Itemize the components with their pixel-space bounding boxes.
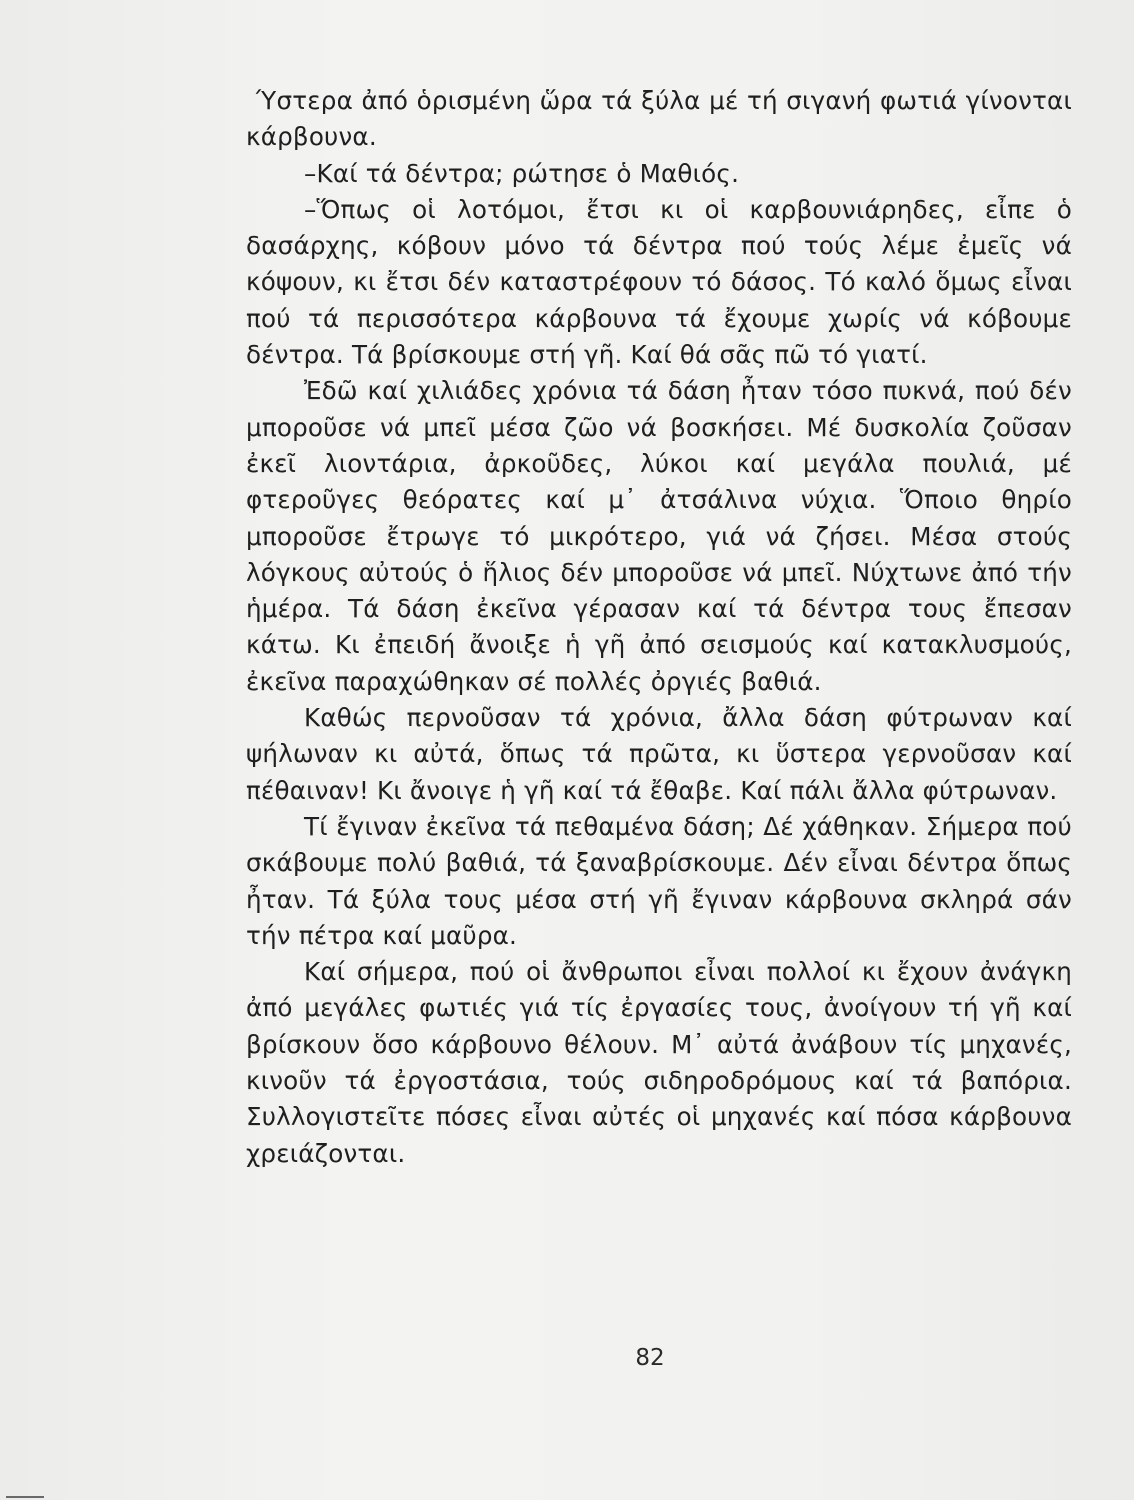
paragraph-7: Καί σήμερα, πού οἱ ἄνθρωποι εἶναι πολλοί κι ἔχουν ἀνάγκη ἀπό μεγάλες φωτιές γιά τίς ἐργασίες τους, ἀνοίγουν τή γῆ καί βρίσκουν ὅσο κάρβουνο θέλουν. Μ᾿ αὐτά ἀνάβουν τίς μηχανές, κινοῦν τά ἐργοστάσια, τούς σιδηροδρόμους καί τά βαπόρια. Συλλογιστεῖτε πόσες εἶναι αὐτές οἱ μηχανές καί πόσα κάρβουνα χρειάζονται. xyxy=(246,957,1072,1168)
body-text xyxy=(246,83,1072,1172)
paragraph-3: –Ὅπως οἱ λοτόμοι, ἔτσι κι οἱ καρβουνιάρηδες, εἶπε ὁ δασάρχης, κόβουν μόνο τά δέντρα πού τούς λέμε ἐμεῖς νά κόψουν, κι ἔτσι δέν καταστρέφουν τό δάσος. Τό καλό ὅμως εἶναι πού τά περισσότερα κάρβουνα τά ἔχουμε χωρίς νά κόβουμε δέντρα. Τά βρίσκουμε στή γῆ. Καί θά σᾶς πῶ τό γιατί. xyxy=(246,194,1072,370)
paragraph-5: Καθώς περνοῦσαν τά χρόνια, ἄλλα δάση φύτρωναν καί ψήλωναν κι αὐτά, ὅπως τά πρῶτα, κι ὕστερα γερνοῦσαν καί πέθαιναν! Κι ἄνοιγε ἡ γῆ καί τά ἔθαβε. Καί πάλι ἄλλα φύτρωναν. xyxy=(246,703,1072,805)
paragraph-2: –Καί τά δέντρα; ρώτησε ὁ Μαθιός. xyxy=(304,158,740,188)
paragraph-4: Ἐδῶ καί χιλιάδες χρόνια τά δάση ἦταν τόσο πυκνά, πού δέν μποροῦσε νά μπεῖ μέσα ζῶο νά βοσκήσει. Μέ δυσκολία ζοῦσαν ἐκεῖ λιοντάρια, ἀρκοῦδες, λύκοι καί μεγάλα πουλιά, μέ φτεροῦγες θεόρατες καί μ᾿ ἀτσάλινα νύχια. Ὅποιο θηρίο μποροῦσε ἔτρωγε τό μικρότερο, γιά νά ζήσει. Μέσα στούς λόγκους αὐτούς ὁ ἥλιος δέν μποροῦσε νά μπεῖ. Νύχτωνε ἀπό τήν ἡμέρα. Τά δάση ἐκεῖνα γέρασαν καί τά δέντρα τους ἔπεσαν κάτω. Κι ἐπειδή ἄνοιξε ἡ γῆ ἀπό σεισμούς καί κατακλυσμούς, ἐκεῖνα παραχώθηκαν σέ πολλές ὀργιές βαθιά. xyxy=(246,376,1072,696)
scan-edge-mark xyxy=(6,1496,44,1498)
page-number: 82 xyxy=(635,1345,665,1371)
paragraph-1: Ύστερα ἀπό ὁρισμένη ὥρα τά ξύλα μέ τή σιγανή φωτιά γίνονται κάρβουνα. xyxy=(246,86,1072,152)
paragraph-6: Τί ἔγιναν ἐκεῖνα τά πεθαμένα δάση; Δέ χάθηκαν. Σήμερα πού σκάβουμε πολύ βαθιά, τά ξαναβρίσκουμε. Δέν εἶναι δέντρα ὅπως ἦταν. Τά ξύλα τους μέσα στή γῆ ἔγιναν κάρβουνα σκληρά σάν τήν πέτρα καί μαῦρα. xyxy=(246,811,1072,950)
